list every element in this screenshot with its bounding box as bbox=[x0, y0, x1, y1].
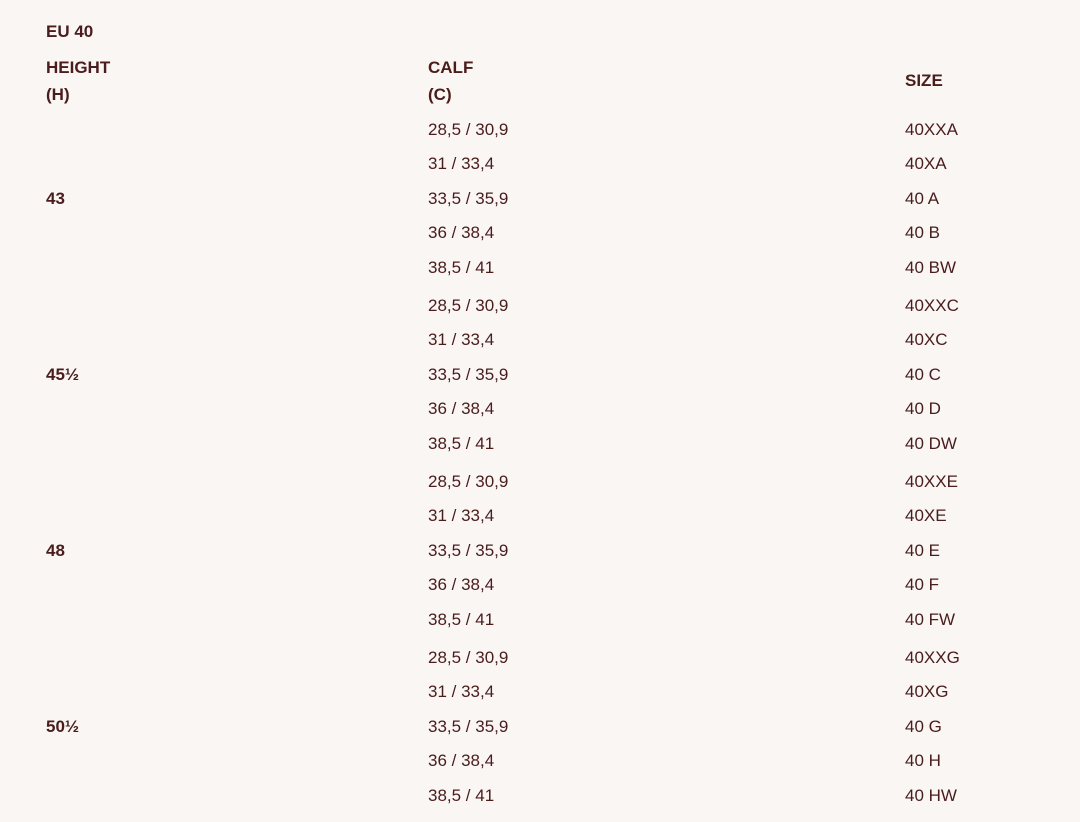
table-row bbox=[0, 539, 1080, 573]
size-code: 40 B bbox=[905, 223, 940, 242]
table-row bbox=[0, 608, 1080, 642]
size-code: 40 D bbox=[905, 399, 941, 418]
table-row bbox=[0, 432, 1080, 466]
calf-range: 31 / 33,4 bbox=[428, 506, 495, 525]
calf-range: 33,5 / 35,9 bbox=[428, 365, 509, 384]
size-code: 40 H bbox=[905, 751, 941, 770]
calf-range: 28,5 / 30,9 bbox=[428, 472, 509, 491]
calf-range: 28,5 / 30,9 bbox=[428, 120, 509, 139]
calf-range: 38,5 / 41 bbox=[428, 434, 495, 453]
size-code: 40 A bbox=[905, 189, 940, 208]
table-title: EU 40 bbox=[46, 22, 94, 41]
table-row bbox=[0, 328, 1080, 362]
size-code: 40 E bbox=[905, 541, 940, 560]
table-row bbox=[0, 715, 1080, 749]
column-header-height-unit: (H) bbox=[46, 85, 70, 104]
table-row bbox=[0, 680, 1080, 714]
table-row bbox=[0, 187, 1080, 221]
size-code: 40 C bbox=[905, 365, 941, 384]
calf-range: 33,5 / 35,9 bbox=[428, 717, 509, 736]
size-code: 40 BW bbox=[905, 258, 957, 277]
calf-range: 38,5 / 41 bbox=[428, 258, 495, 277]
size-code: 40XE bbox=[905, 506, 947, 525]
column-header-height-label: HEIGHT bbox=[46, 58, 111, 77]
calf-range: 28,5 / 30,9 bbox=[428, 296, 509, 315]
column-header-calf-unit: (C) bbox=[428, 85, 452, 104]
table-row bbox=[0, 363, 1080, 397]
height-value: 45½ bbox=[46, 364, 80, 384]
calf-range: 28,5 / 30,9 bbox=[428, 648, 509, 667]
height-value: 50½ bbox=[46, 716, 80, 736]
table-row bbox=[0, 504, 1080, 538]
size-code: 40 G bbox=[905, 717, 942, 736]
column-header-size-label: SIZE bbox=[905, 71, 943, 90]
calf-range: 31 / 33,4 bbox=[428, 154, 495, 173]
size-code: 40XXE bbox=[905, 472, 958, 491]
table-row bbox=[0, 646, 1080, 680]
column-header-calf-label: CALF bbox=[428, 58, 474, 77]
calf-range: 31 / 33,4 bbox=[428, 330, 495, 349]
column-header-size bbox=[905, 67, 943, 94]
calf-range: 36 / 38,4 bbox=[428, 751, 495, 770]
height-value: 48 bbox=[46, 540, 65, 560]
column-header-calf bbox=[428, 54, 473, 108]
calf-range: 36 / 38,4 bbox=[428, 575, 495, 594]
size-code: 40XC bbox=[905, 330, 948, 349]
height-value: 43 bbox=[46, 188, 65, 208]
size-code: 40XXA bbox=[905, 120, 958, 139]
table-row bbox=[0, 152, 1080, 186]
calf-range: 31 / 33,4 bbox=[428, 682, 495, 701]
calf-range: 36 / 38,4 bbox=[428, 223, 495, 242]
table-row bbox=[0, 221, 1080, 255]
size-code: 40XG bbox=[905, 682, 949, 701]
table-row bbox=[0, 784, 1080, 818]
size-code: 40XA bbox=[905, 154, 947, 173]
table-row bbox=[0, 749, 1080, 783]
size-code: 40 F bbox=[905, 575, 940, 594]
table-row bbox=[0, 256, 1080, 290]
size-code: 40 HW bbox=[905, 786, 957, 805]
size-code: 40XXG bbox=[905, 648, 960, 667]
calf-range: 38,5 / 41 bbox=[428, 610, 495, 629]
calf-range: 33,5 / 35,9 bbox=[428, 541, 509, 560]
calf-range: 36 / 38,4 bbox=[428, 399, 495, 418]
calf-range: 38,5 / 41 bbox=[428, 786, 495, 805]
table-row bbox=[0, 573, 1080, 607]
size-code: 40 FW bbox=[905, 610, 956, 629]
column-header-height bbox=[46, 54, 110, 108]
table-row bbox=[0, 397, 1080, 431]
table-row bbox=[0, 118, 1080, 152]
table-row bbox=[0, 470, 1080, 504]
calf-range: 33,5 / 35,9 bbox=[428, 189, 509, 208]
size-code: 40 DW bbox=[905, 434, 957, 453]
size-code: 40XXC bbox=[905, 296, 959, 315]
table-row bbox=[0, 294, 1080, 328]
